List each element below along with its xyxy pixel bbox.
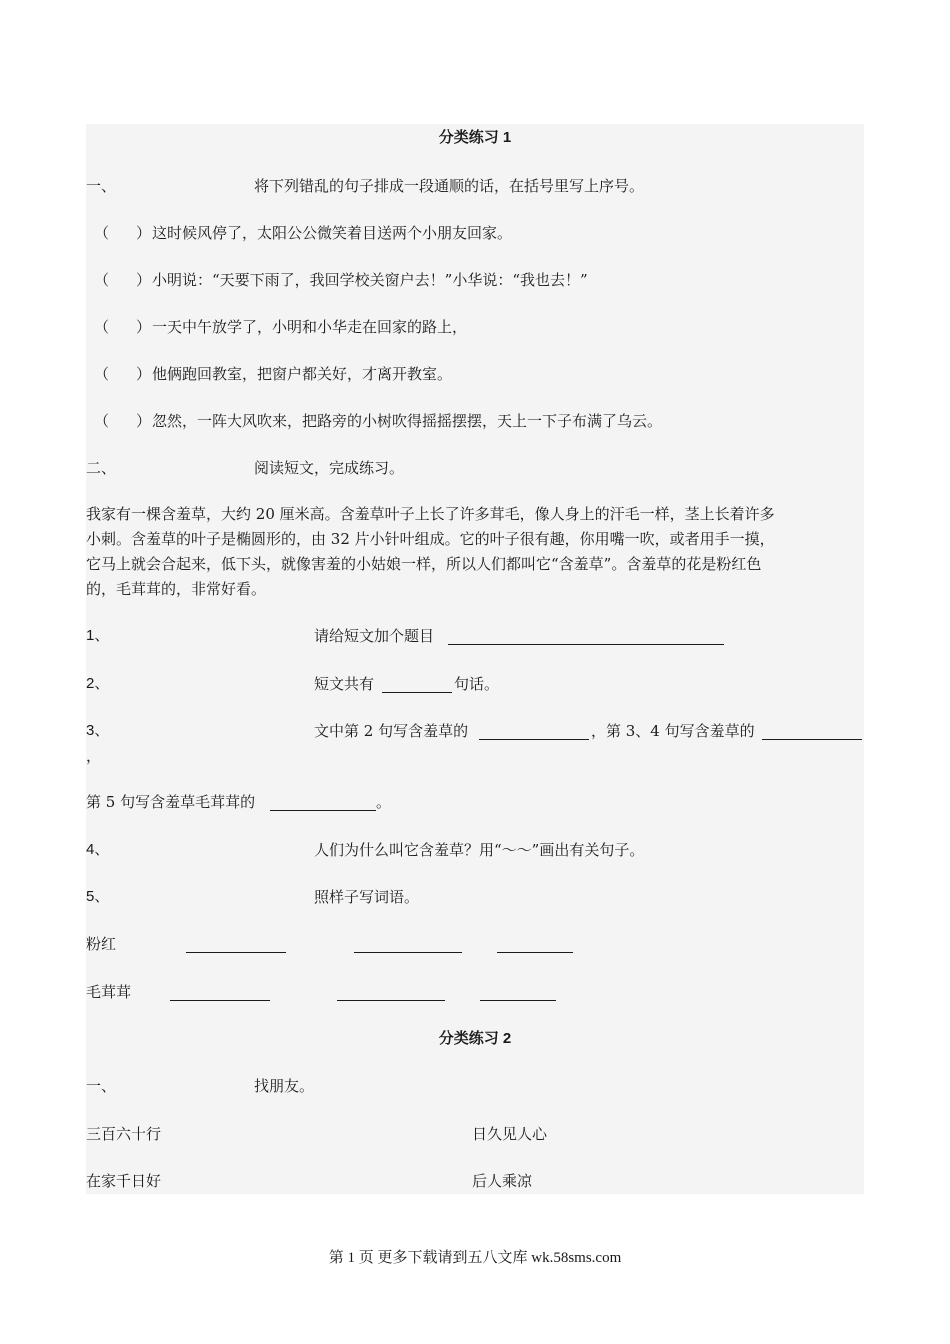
paren-open: （ (94, 224, 110, 242)
sub-text: 句话。 (454, 675, 500, 693)
sentence-text: 小明说：“天要下雨了，我回学校关窗户去！”小华说：“我也去！” (152, 271, 588, 289)
paren-close: ） (136, 271, 152, 289)
sub-number: 3、 (86, 722, 110, 739)
question-text: 将下列错乱的句子排成一段通顺的话，在括号里写上序号。 (254, 177, 645, 195)
answer-blank[interactable] (270, 809, 376, 811)
answer-blank[interactable] (479, 738, 589, 740)
punctuation: ， (86, 747, 102, 765)
sub-number: 5、 (86, 888, 110, 905)
passage-line-4: 的，毛茸茸的，非常好看。 (86, 580, 267, 598)
section-title-1: 分类练习 1 (438, 129, 512, 146)
sub-number: 4、 (86, 841, 110, 858)
answer-blank[interactable] (382, 691, 452, 693)
answer-blank[interactable] (354, 951, 462, 953)
answer-blank[interactable] (186, 951, 286, 953)
sub-text: ，第 3、4 句写含羞草的 (591, 722, 755, 740)
answer-blank[interactable] (480, 999, 556, 1001)
sub-number: 2、 (86, 675, 110, 692)
paren-open: （ (94, 412, 110, 430)
answer-blank[interactable] (170, 999, 270, 1001)
match-left[interactable]: 在家千日好 (86, 1172, 162, 1190)
paren-close: ） (136, 412, 152, 430)
match-left[interactable]: 三百六十行 (86, 1125, 162, 1143)
sentence-text: 忽然，一阵大风吹来，把路旁的小树吹得摇摇摆摆，天上一下子布满了乌云。 (152, 412, 663, 430)
section-title-2: 分类练习 2 (438, 1030, 512, 1047)
sub-text: 照样子写词语。 (314, 888, 420, 906)
punctuation: 。 (376, 793, 392, 811)
sub-text: 请给短文加个题目 (314, 627, 435, 645)
sub-number: 1、 (86, 627, 110, 644)
passage-line-1: 我家有一棵含羞草，大约 20 厘米高。含羞草叶子上长了许多茸毛，像人身上的汗毛一样，茎上长着许多 (86, 505, 775, 523)
question-number: 一、 (86, 1077, 117, 1095)
sub-text: 人们为什么叫它含羞草？用“～～”画出有关句子。 (314, 841, 645, 859)
page-footer: 第 1 页 更多下载请到五八文库 wk.58sms.com (328, 1250, 622, 1266)
paren-close: ） (136, 318, 152, 336)
answer-blank[interactable] (497, 951, 573, 953)
match-right[interactable]: 日久见人心 (472, 1125, 548, 1143)
passage-line-3: 它马上就会合起来，低下头，就像害羞的小姑娘一样，所以人们都叫它“含羞草”。含羞草的花是粉红色 (86, 555, 762, 573)
sub-text: 第 5 句写含羞草毛茸茸的 (86, 793, 256, 811)
sub-text: 文中第 2 句写含羞草的 (314, 722, 469, 740)
paren-close: ） (136, 224, 152, 242)
document-body (86, 124, 864, 1194)
sub-text: 短文共有 (314, 675, 375, 693)
question-text: 阅读短文，完成练习。 (254, 459, 405, 477)
sentence-text: 这时候风停了，太阳公公微笑着目送两个小朋友回家。 (152, 224, 513, 242)
example-word: 粉红 (86, 935, 117, 953)
paren-close: ） (136, 365, 152, 383)
paren-open: （ (94, 318, 110, 336)
paren-open: （ (94, 271, 110, 289)
question-number: 二、 (86, 459, 117, 477)
sentence-text: 他俩跑回教室，把窗户都关好，才离开教室。 (152, 365, 453, 383)
question-text: 找朋友。 (254, 1077, 315, 1095)
paren-open: （ (94, 365, 110, 383)
answer-blank[interactable] (448, 643, 724, 645)
question-number: 一、 (86, 177, 117, 195)
match-right[interactable]: 后人乘凉 (472, 1172, 533, 1190)
answer-blank[interactable] (762, 738, 862, 740)
passage-line-2: 小刺。含羞草的叶子是椭圆形的，由 32 片小针叶组成。它的叶子很有趣，你用嘴一吹，或者用手一摸， (86, 530, 775, 548)
example-word: 毛茸茸 (86, 983, 132, 1001)
sentence-text: 一天中午放学了，小明和小华走在回家的路上， (152, 318, 468, 336)
answer-blank[interactable] (337, 999, 445, 1001)
